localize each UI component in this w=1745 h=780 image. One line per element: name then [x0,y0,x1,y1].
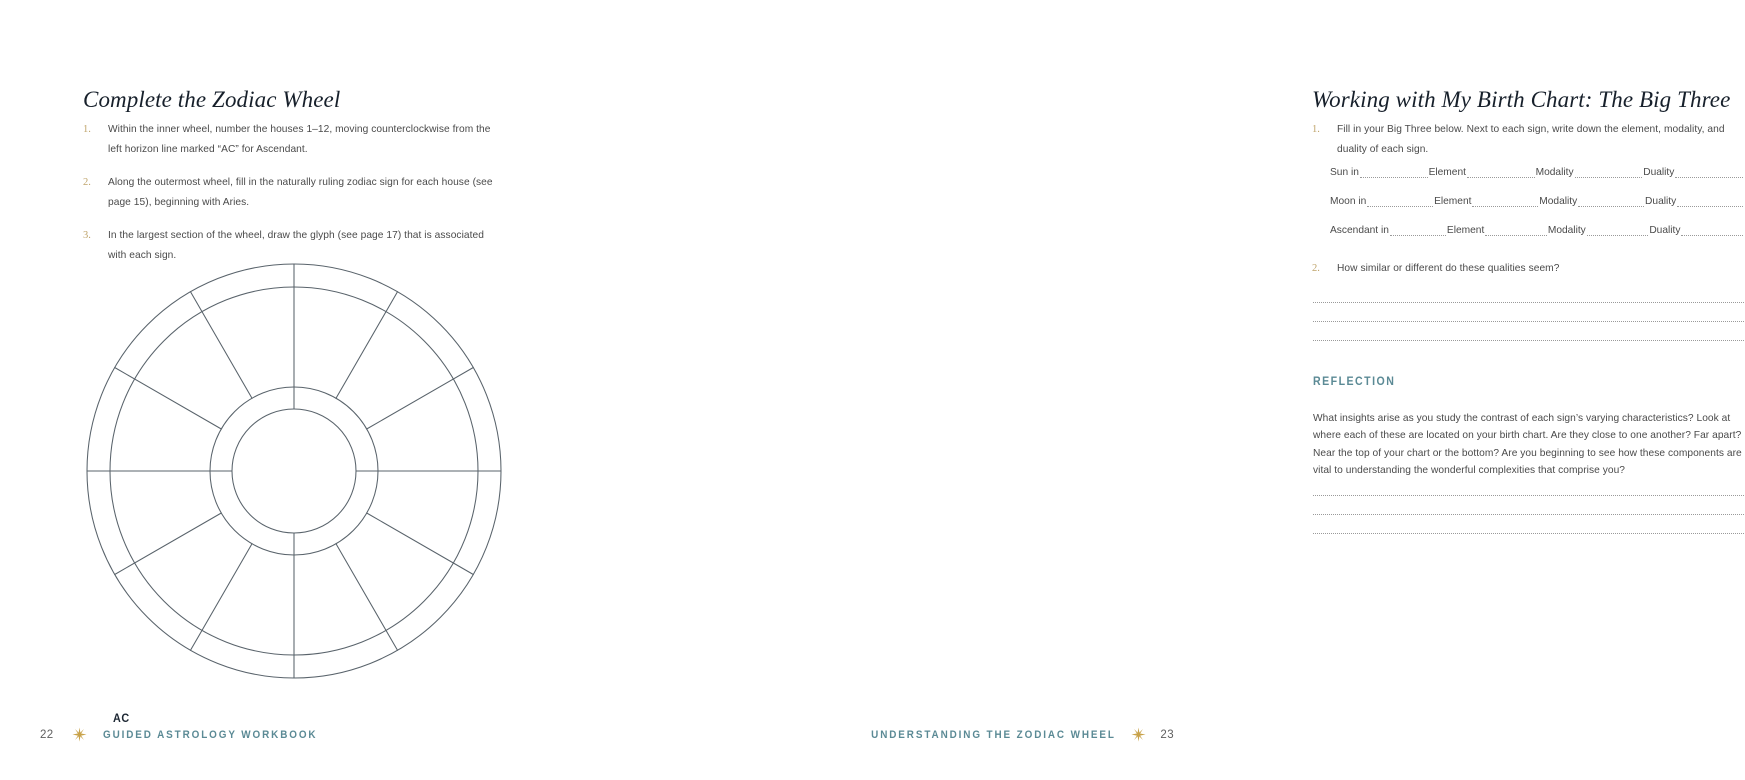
sign-input-line[interactable] [1360,167,1428,178]
field-label-duality: Duality [1645,196,1677,207]
element-input-line[interactable] [1485,225,1547,236]
page-number: 23 [1160,728,1174,741]
question-item-2 [1312,259,1744,279]
field-label-duality: Duality [1643,167,1675,178]
field-label-modality: Modality [1547,225,1586,236]
spoke-150 [115,368,222,430]
question-text: Fill in your Big Three below. Next to each sign, write down the element, modality, and duality of each sign. [1337,124,1725,155]
zodiac-wheel-diagram [60,245,530,725]
list-marker: 3. [83,230,91,241]
list-marker: 1. [83,124,91,135]
field-label-placement: Sun in [1330,167,1359,178]
list-marker: 2. [1312,263,1320,274]
fill-in-row-ascendant [1330,221,1744,236]
field-label-placement: Ascendant in [1330,225,1389,236]
field-label-modality: Modality [1535,167,1574,178]
spoke-330 [367,513,474,575]
duality-input-line[interactable] [1681,225,1743,236]
modality-input-line[interactable] [1587,225,1649,236]
footer-left [40,727,341,742]
wheel-ring-inner [232,409,356,533]
running-head: GUIDED ASTROLOGY WORKBOOK [102,728,318,741]
answer-line[interactable] [1313,284,1744,303]
spoke-60 [336,292,398,399]
instruction-text: Along the outermost wheel, fill in the naturally ruling zodiac sign for each house (see page 15), beginning with Aries. [108,177,493,208]
sign-input-line[interactable] [1390,225,1446,236]
footer-right [844,727,1174,742]
list-marker: 2. [83,177,91,188]
spoke-30 [367,368,474,430]
answer-line[interactable] [1313,303,1744,322]
question-2-list [1312,259,1744,279]
answer-lines-reflection [1313,477,1744,534]
eight-point-star-icon [1131,727,1146,742]
field-label-element: Element [1428,167,1466,178]
modality-input-line[interactable] [1578,196,1644,207]
field-label-element: Element [1446,225,1485,236]
question-text: How similar or different do these qualities seem? [1337,263,1560,274]
answer-line[interactable] [1313,496,1744,515]
question-item-1 [1312,120,1744,159]
duality-input-line[interactable] [1677,196,1743,207]
answer-lines-question-2 [1313,284,1744,341]
big-three-fill-in-block [1330,163,1744,250]
fill-in-row-sun [1330,163,1744,178]
spoke-210 [115,513,222,575]
instruction-text: Within the inner wheel, number the houses 1–12, moving counterclockwise from the left horizon line marked “AC” for Ascendant. [108,124,491,155]
page-title-right: Working with My Birth Chart: The Big Three [1312,87,1731,113]
sign-input-line[interactable] [1367,196,1433,207]
zodiac-wheel-svg [60,245,530,705]
wheel-ring-third [210,387,378,555]
spoke-120 [191,292,253,399]
instruction-text: In the largest section of the wheel, draw the glyph (see page 17) that is associated with each sign. [108,230,484,261]
big-three-question-list [1312,120,1744,159]
eight-point-star-icon [72,727,87,742]
answer-line[interactable] [1313,322,1744,341]
instruction-item [83,173,503,212]
element-input-line[interactable] [1467,167,1535,178]
answer-line[interactable] [1313,477,1744,496]
instruction-item [83,120,503,159]
left-page [0,0,607,780]
duality-input-line[interactable] [1675,167,1743,178]
reflection-heading: REFLECTION [1313,376,1396,388]
reflection-body-text: What insights arise as you study the contrast of each sign’s varying characteristics? Look at where each of these are located on your birth chart. Are they close to one another? Far apart? Near the top of your chart or the bottom? Are you beginning to see how these components are vital to understanding the wonderful complexities that comprise you? [1313,413,1742,477]
list-marker: 1. [1312,124,1320,135]
ascendant-label: AC [113,711,130,725]
spoke-240 [191,544,253,651]
field-label-modality: Modality [1539,196,1578,207]
fill-in-row-moon [1330,192,1744,207]
modality-input-line[interactable] [1575,167,1643,178]
answer-line[interactable] [1313,515,1744,534]
page-title-left: Complete the Zodiac Wheel [83,87,341,113]
running-head: UNDERSTANDING THE ZODIAC WHEEL [870,728,1116,741]
field-label-placement: Moon in [1330,196,1367,207]
page-number: 22 [40,728,54,741]
field-label-duality: Duality [1649,225,1681,236]
element-input-line[interactable] [1472,196,1538,207]
right-page [607,0,1742,780]
spoke-300 [336,544,398,651]
field-label-element: Element [1434,196,1472,207]
